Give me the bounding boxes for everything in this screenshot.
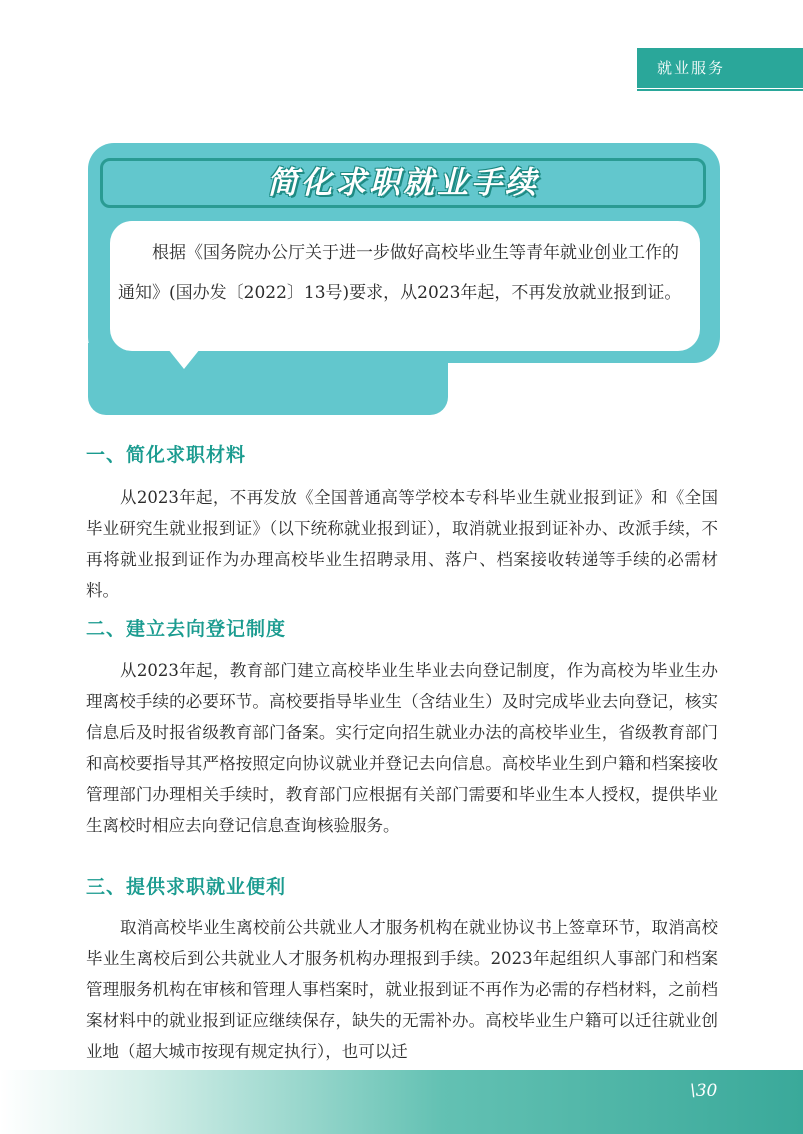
callout-box xyxy=(88,143,720,415)
footer-band xyxy=(0,1070,803,1134)
callout-title-bar xyxy=(100,158,706,208)
callout-background-tail xyxy=(88,343,448,415)
section-body-1: 从2023年起，不再发放《全国普通高等学校本专科毕业生就业报到证》和《全国毕业研究生就业报到证》（以下统称就业报到证），取消就业报到证补办、改派手续，不再将就业报到证作为办理高校毕业生招聘录用、落户、档案接收转递等手续的必需材料。 xyxy=(86,488,718,600)
callout-text: 根据《国务院办公厅关于进一步做好高校毕业生等青年就业创业工作的通知》(国办发〔2022〕13号)要求，从2023年起，不再发放就业报到证。 xyxy=(118,243,682,303)
speech-bubble xyxy=(110,221,700,351)
section-body-2: 从2023年起，教育部门建立高校毕业生毕业去向登记制度，作为高校为毕业生办理离校手续的必要环节。高校要指导毕业生（含结业生）及时完成毕业去向登记，核实信息后及时报省级教育部门备案。实行定向招生就业办法的高校毕业生，省级教育部门和高校要指导其严格按照定向协议就业并登记去向信息。高校毕业生到户籍和档案接收管理部门办理相关手续时，教育部门应根据有关部门需要和毕业生本人授权，提供毕业生离校时相应去向登记信息查询核验服务。 xyxy=(86,661,718,835)
section-heading-3: 三、提供求职就业便利 xyxy=(86,876,287,898)
callout-title: 简化求职就业手续 xyxy=(267,165,539,201)
section-heading-1: 一、简化求职材料 xyxy=(86,444,247,466)
page-number: \30 xyxy=(690,1081,718,1101)
section-heading-2: 二、建立去向登记制度 xyxy=(86,618,287,640)
speech-bubble-pointer xyxy=(168,349,200,369)
section-body-3: 取消高校毕业生离校前公共就业人才服务机构在就业协议书上签章环节，取消高校毕业生离校后到公共就业人才服务机构办理报到手续。2023年起组织人事部门和档案管理服务机构在审核和管理人事档案时，就业报到证不再作为必需的存档材料，之前档案材料中的就业报到证应继续保存，缺失的无需补办。高校毕业生户籍可以迁往就业创业地（超大城市按现有规定执行），也可以迁 xyxy=(86,918,718,1061)
section-tab: 就业服务 xyxy=(637,48,803,88)
section-tab-underline xyxy=(637,89,803,91)
